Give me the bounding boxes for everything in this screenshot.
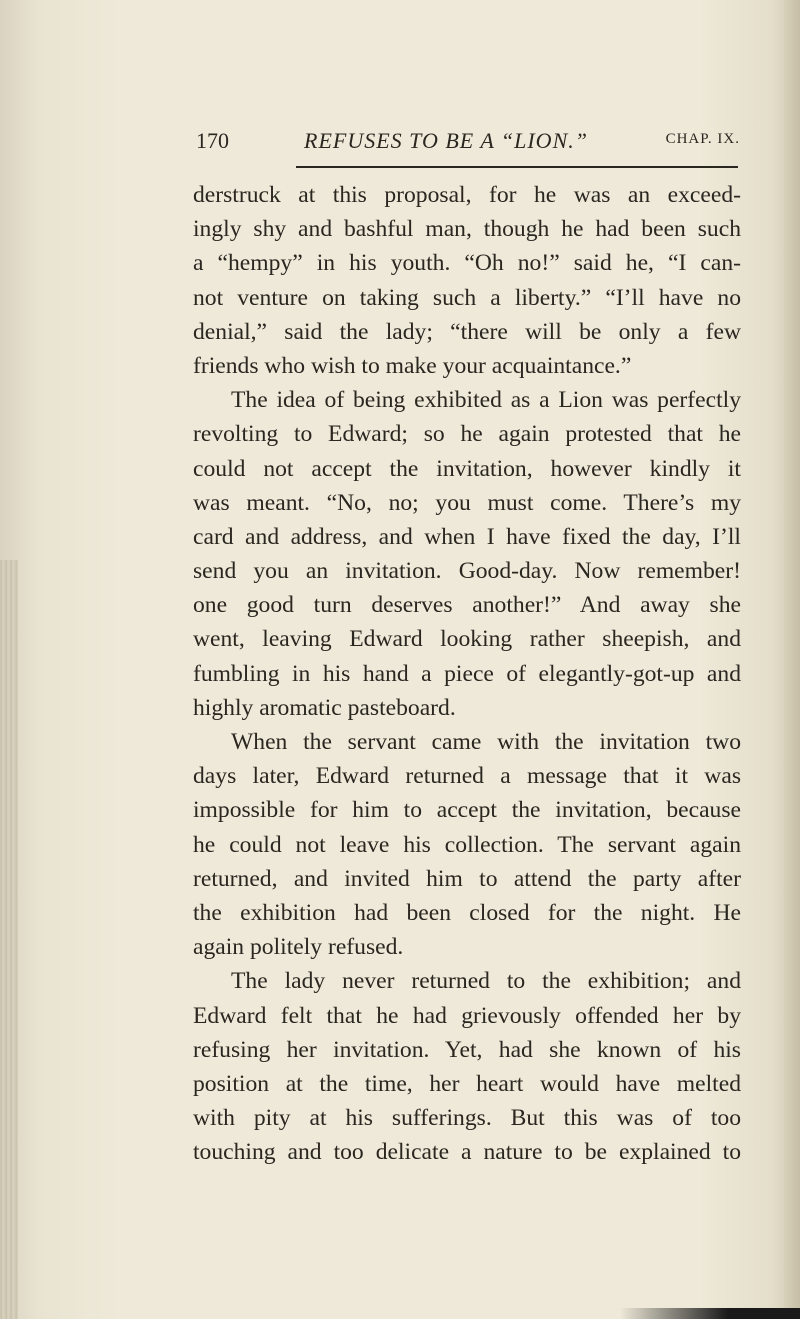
page-number: 170: [196, 128, 229, 153]
text-line: he could not leave his collection. The servant again: [193, 831, 741, 858]
page-edge-bottom: [620, 1308, 800, 1319]
chapter-label: CHAP. IX.: [665, 131, 740, 147]
text-line: touching and too delicate a nature to be explained to: [193, 1139, 741, 1166]
text-line: The lady never returned to the exhibition; and: [231, 968, 741, 995]
text-line: card and address, and when I have fixed the day, I’ll: [193, 523, 741, 550]
text-line: fumbling in his hand a piece of elegantly-got-up and: [193, 660, 741, 687]
text-line: a “hempy” in his youth. “Oh no!” said he, “I can-: [193, 250, 741, 277]
text-line: returned, and invited him to attend the party after: [193, 865, 741, 892]
page-header: [196, 128, 740, 164]
text-line: with pity at his sufferings. But this was of too: [193, 1105, 741, 1132]
text-line: again politely refused.: [193, 934, 404, 961]
text-line: could not accept the invitation, however kindly it: [193, 455, 741, 482]
text-line: the exhibition had been closed for the night. He: [193, 899, 741, 926]
text-line: ingly shy and bashful man, though he had been such: [193, 216, 741, 243]
page-edge-right: [784, 0, 800, 1319]
text-line: one good turn deserves another!” And away she: [193, 592, 741, 619]
running-title: REFUSES TO BE A “LION.”: [304, 128, 588, 153]
text-line: days later, Edward returned a message that it was: [193, 763, 741, 790]
text-line: revolting to Edward; so he again protested that he: [193, 421, 741, 448]
text-line: send you an invitation. Good-day. Now remember!: [193, 558, 741, 585]
text-line: refusing her invitation. Yet, had she known of his: [193, 1036, 741, 1063]
text-line: position at the time, her heart would have melted: [193, 1070, 741, 1097]
text-line: Edward felt that he had grievously offended her by: [193, 1002, 741, 1029]
text-line: denial,” said the lady; “there will be only a few: [193, 318, 741, 345]
text-line: not venture on taking such a liberty.” “I’ll have no: [193, 284, 741, 311]
body-text: [193, 178, 741, 1169]
header-rule: [296, 166, 738, 168]
text-line: impossible for him to accept the invitation, because: [193, 797, 741, 824]
text-line: highly aromatic pasteboard.: [193, 694, 456, 721]
text-line: was meant. “No, no; you must come. There’s my: [193, 489, 741, 516]
text-line: friends who wish to make your acquaintance.”: [193, 352, 632, 379]
text-line: The idea of being exhibited as a Lion was perfectly: [231, 387, 741, 414]
text-line: When the servant came with the invitation two: [231, 729, 741, 755]
text-line: derstruck at this proposal, for he was an exceed-: [193, 182, 741, 208]
text-line: went, leaving Edward looking rather sheepish, and: [193, 626, 741, 653]
page-edge-left: [0, 560, 18, 1319]
